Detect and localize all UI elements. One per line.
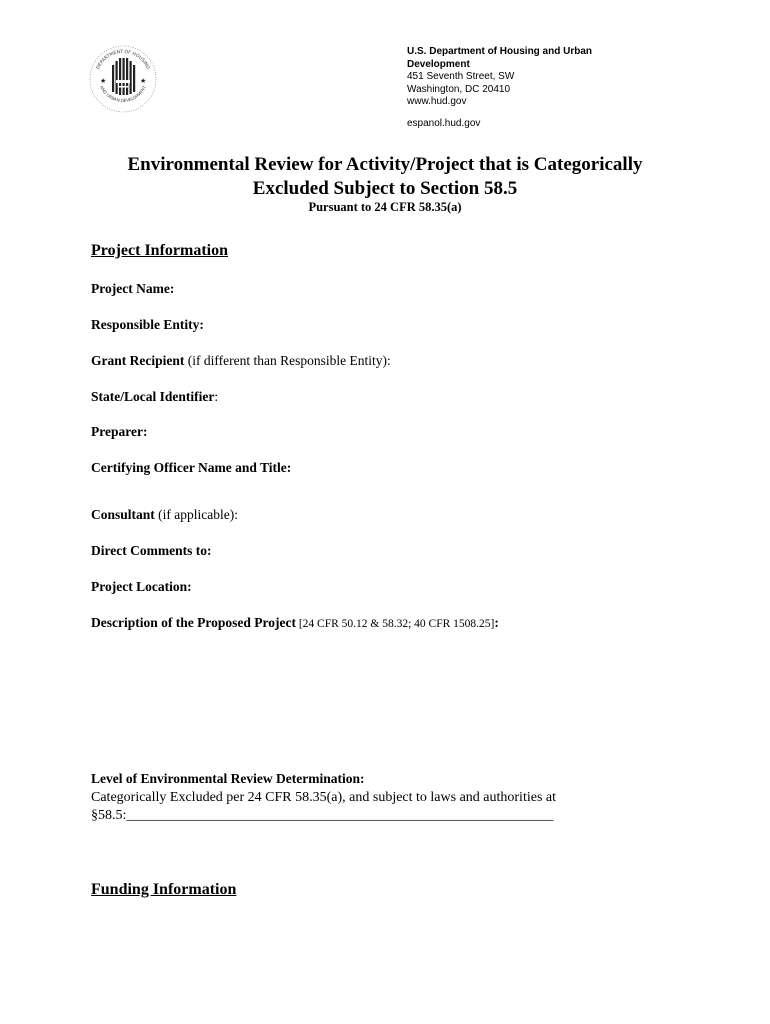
agency-address-block [407, 46, 657, 130]
certifying-officer-label: Certifying Officer Name and Title: [91, 460, 292, 475]
direct-comments-label: Direct Comments to: [91, 543, 212, 558]
state-local-identifier-colon: : [214, 389, 219, 404]
certifying-officer-field [91, 460, 291, 476]
seal-text-bottom: AND URBAN DEVELOPMENT [99, 84, 147, 104]
preparer-field [91, 424, 147, 440]
document-title-line2: Excluded Subject to Section 58.5 [252, 178, 518, 199]
svg-text:★: ★ [100, 77, 107, 85]
level-of-review-text [91, 789, 651, 825]
project-name-field [91, 281, 174, 297]
consultant-label: Consultant [91, 507, 155, 522]
hud-seal-icon [88, 44, 158, 114]
project-description-field [91, 615, 499, 631]
project-location-field [91, 579, 192, 595]
state-local-identifier-label: State/Local Identifier [91, 389, 215, 404]
level-of-review-heading [91, 771, 364, 787]
document-title-line1: Environmental Review for Activity/Project that is Categorically [127, 154, 643, 175]
grant-recipient-note: (if different than Responsible Entity): [184, 353, 391, 368]
project-description-label: Description of the Proposed Project [91, 615, 296, 630]
document-subtitle: Pursuant to 24 CFR 58.35(a) [308, 200, 462, 214]
project-location-label: Project Location: [91, 579, 192, 594]
responsible-entity-label: Responsible Entity: [91, 317, 204, 332]
level-of-review-line2: §58.5:_____________________________________________________________ [91, 808, 554, 823]
grant-recipient-field [91, 353, 391, 369]
funding-information-heading: Funding Information [91, 881, 237, 898]
agency-name-line1: U.S. Department of Housing and Urban [407, 46, 593, 57]
website-link[interactable]: www.hud.gov [407, 96, 467, 107]
agency-name-line2: Development [407, 58, 470, 70]
seal-text-top: DEPARTMENT OF HOUSING [96, 49, 150, 71]
consultant-note: (if applicable): [154, 507, 238, 522]
preparer-label: Preparer: [91, 424, 148, 439]
project-description-colon: : [494, 615, 499, 630]
level-of-review-line1: Categorically Excluded per 24 CFR 58.35(a), and subject to laws and authorities at [91, 790, 556, 805]
level-of-review-label: Level of Environmental Review Determination: [91, 771, 365, 786]
project-name-label: Project Name: [91, 281, 175, 296]
address-line2: Washington, DC 20410 [407, 83, 511, 95]
grant-recipient-label: Grant Recipient [91, 353, 185, 368]
project-description-reference: [24 CFR 50.12 & 58.32; 40 CFR 1508.25] [295, 618, 495, 630]
address-line1: 451 Seventh Street, SW [407, 71, 515, 82]
state-local-identifier-field [91, 389, 218, 405]
consultant-field [91, 507, 238, 523]
project-information-heading: Project Information [91, 242, 228, 259]
direct-comments-field [91, 543, 211, 559]
spanish-website-link[interactable]: espanol.hud.gov [407, 117, 481, 129]
responsible-entity-field [91, 317, 204, 333]
svg-text:★: ★ [140, 77, 147, 85]
